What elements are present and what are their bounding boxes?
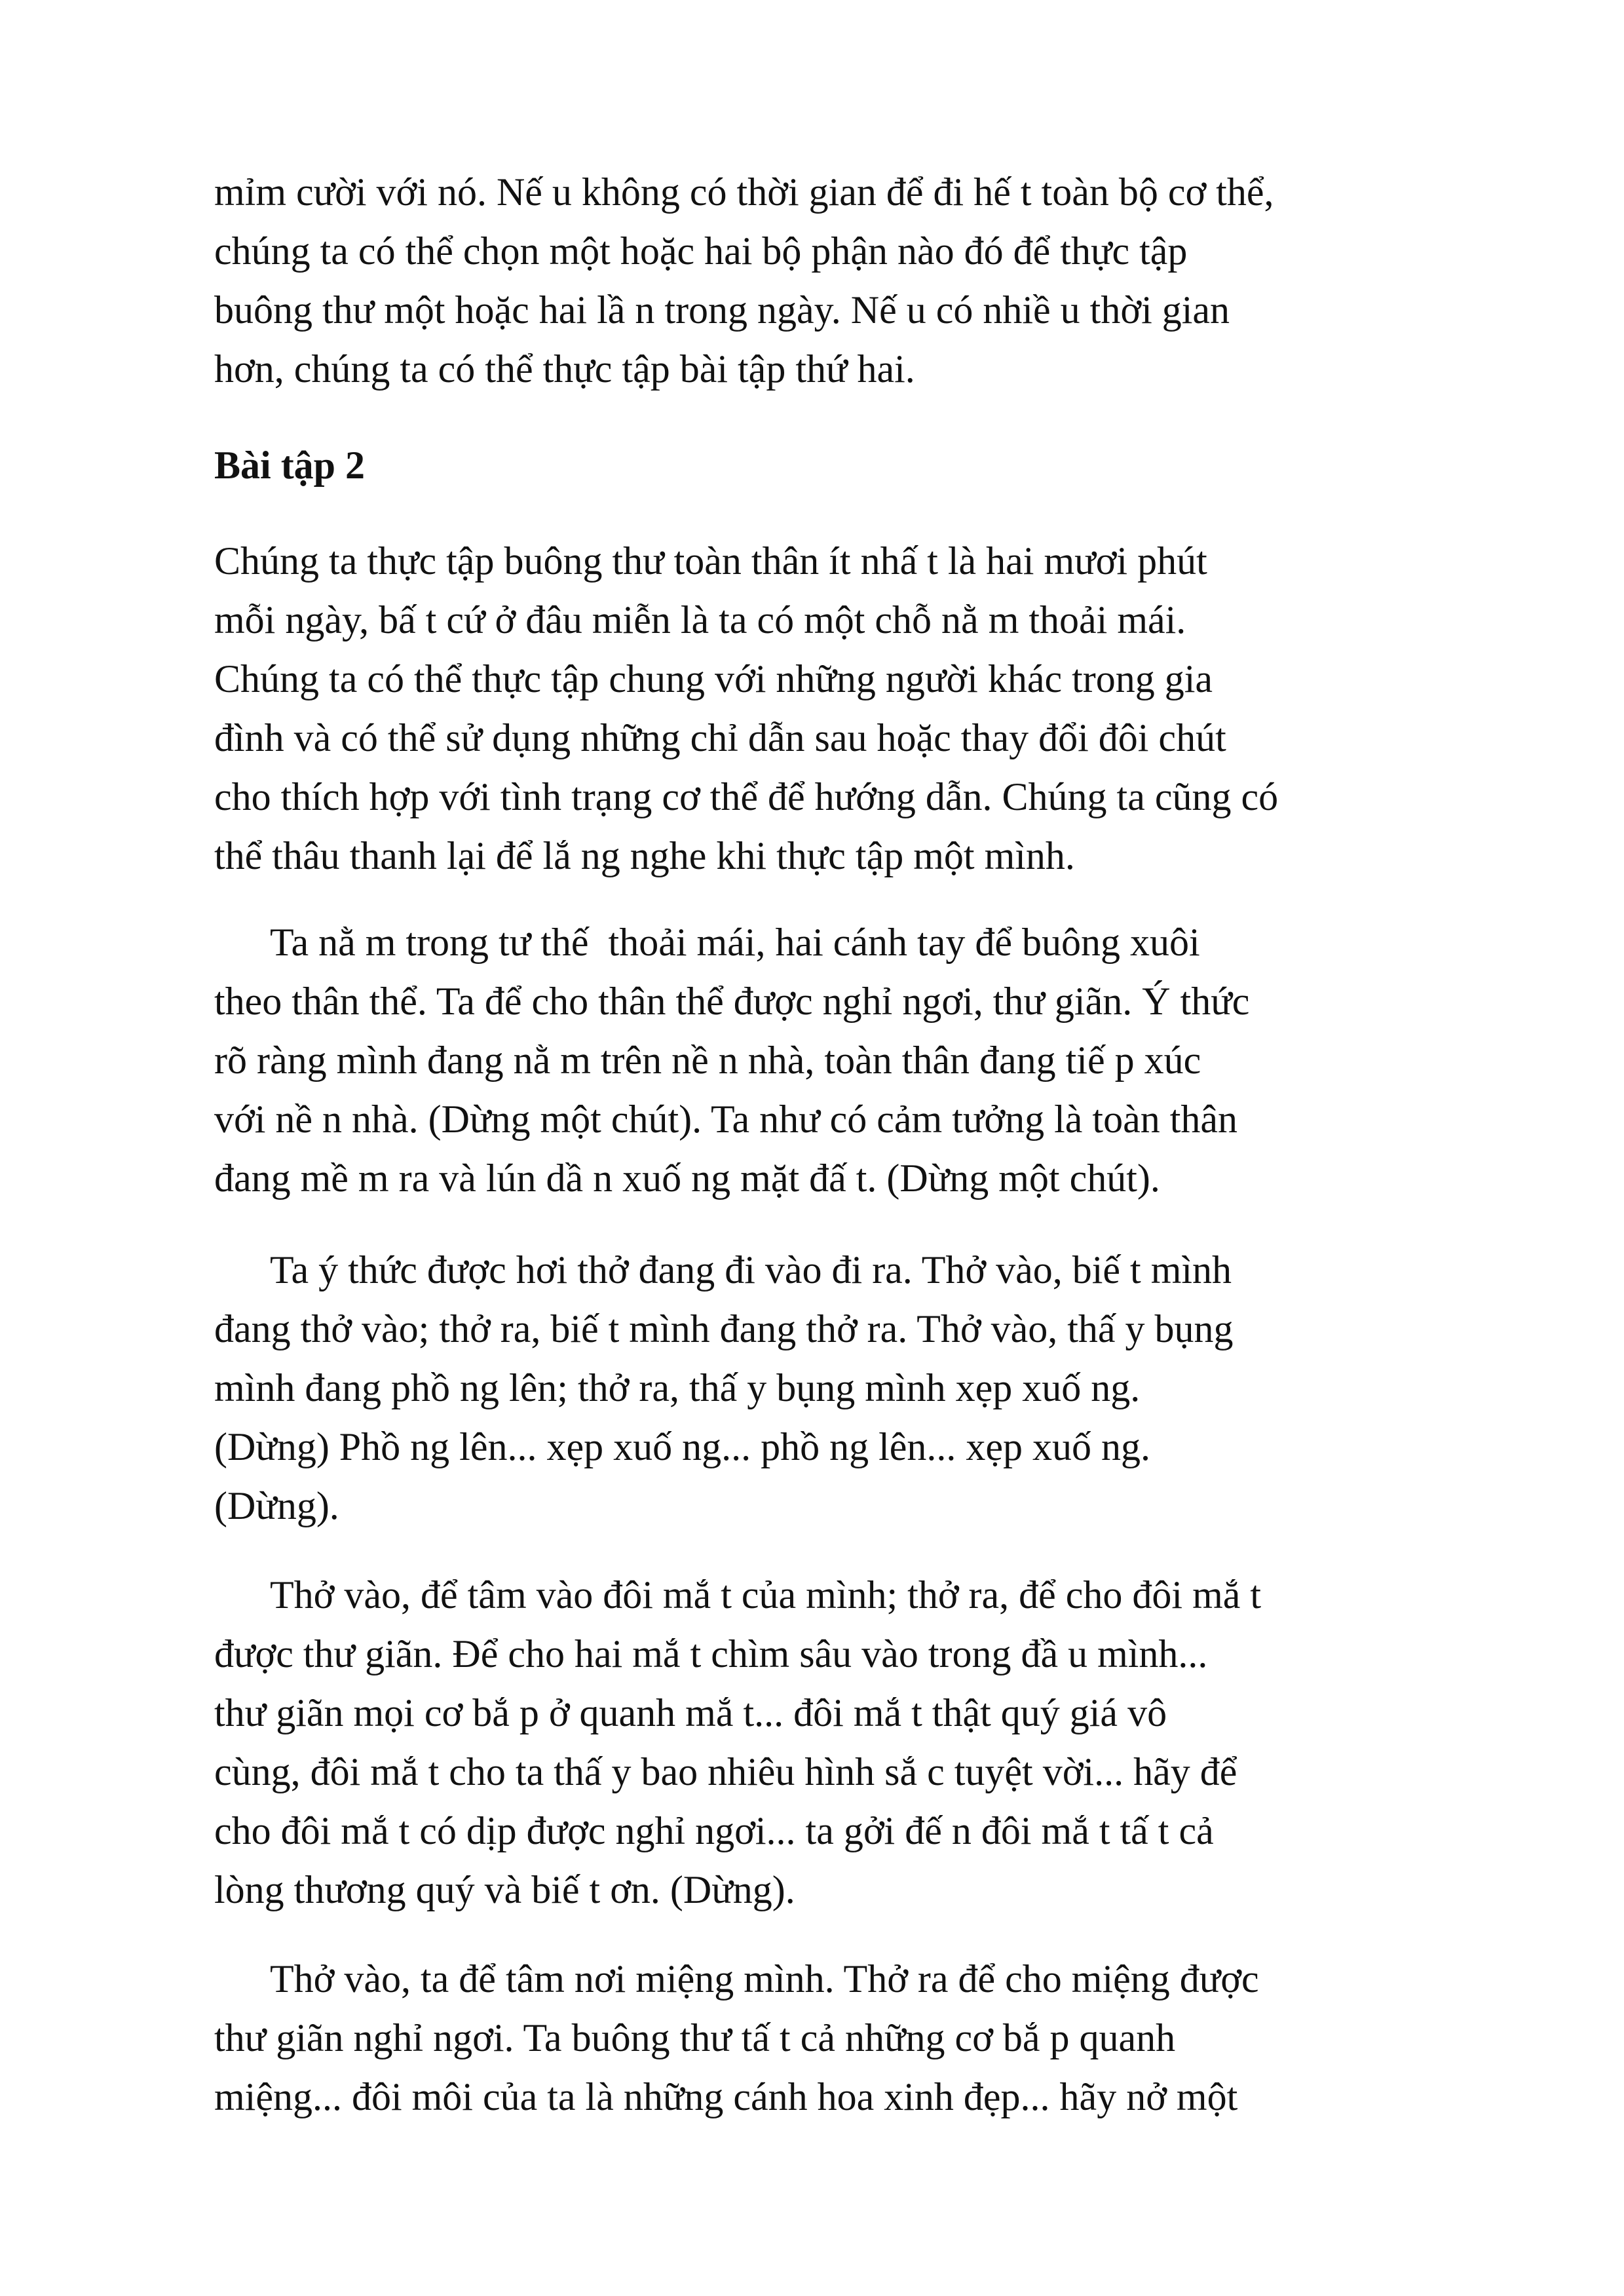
text-line: đình và có thể sử dụng những chỉ dẫn sau hoặc thay đổi đôi chút (214, 716, 1226, 759)
text-line: đang mề m ra và lún dầ n xuố ng mặt đấ t. (Dừng một chút). (214, 1157, 1160, 1200)
text-line: với nề n nhà. (Dừng một chút). Ta như có cảm tưởng là toàn thân (214, 1098, 1238, 1141)
text-line: Ta ý thức được hơi thở đang đi vào đi ra. Thở vào, biế t mình (270, 1248, 1232, 1292)
text-line: (Dừng) Phồ ng lên... xẹp xuố ng... phồ ng lên... xẹp xuố ng. (214, 1425, 1151, 1468)
paragraph-mouth (214, 1949, 1459, 2126)
text-line: theo thân thể. Ta để cho thân thể được nghỉ ngơi, thư giãn. Ý thức (214, 980, 1250, 1023)
text-line: thư giãn mọi cơ bắ p ở quanh mắ t... đôi mắ t thật quý giá vô (214, 1691, 1167, 1734)
text-line: cho thích hợp với tình trạng cơ thể để hướng dẫn. Chúng ta cũng có (214, 775, 1279, 818)
paragraph-lying-down (214, 913, 1459, 1208)
text-line: mỉm cười với nó. Nế u không có thời gian để đi hế t toàn bộ cơ thể, (214, 170, 1274, 214)
paragraph-intro (214, 531, 1459, 885)
text-line: Chúng ta có thể thực tập chung với những người khác trong gia (214, 657, 1213, 700)
text-line: cùng, đôi mắ t cho ta thấ y bao nhiêu hình sắ c tuyệt vời... hãy để (214, 1750, 1237, 1793)
text-line: được thư giãn. Để cho hai mắ t chìm sâu vào trong đầ u mình... (214, 1632, 1208, 1675)
paragraph-eyes (214, 1565, 1459, 1919)
text-line: cho đôi mắ t có dịp được nghỉ ngơi... ta gởi đế n đôi mắ t tấ t cả (214, 1809, 1214, 1852)
text-line: mình đang phồ ng lên; thở ra, thấ y bụng mình xẹp xuố ng. (214, 1366, 1141, 1409)
text-line: đang thở vào; thở ra, biế t mình đang thở ra. Thở vào, thấ y bụng (214, 1307, 1234, 1350)
text-line: Thở vào, để tâm vào đôi mắ t của mình; thở ra, để cho đôi mắ t (270, 1573, 1262, 1617)
paragraph-continuation (214, 163, 1459, 398)
text-line: rõ ràng mình đang nằ m trên nề n nhà, toàn thân đang tiế p xúc (214, 1039, 1201, 1082)
section-heading: Bài tập 2 (214, 444, 366, 487)
text-line: mỗi ngày, bấ t cứ ở đâu miễn là ta có một chỗ nằ m thoải mái. (214, 598, 1186, 641)
text-line: thể thâu thanh lại để lắ ng nghe khi thực tập một mình. (214, 834, 1075, 877)
text-line: lòng thương quý và biế t ơn. (Dừng). (214, 1868, 795, 1911)
text-line: Chúng ta thực tập buông thư toàn thân ít nhấ t là hai mươi phút (214, 539, 1207, 583)
text-line: miệng... đôi môi của ta là những cánh hoa xinh đẹp... hãy nở một (214, 2075, 1238, 2118)
text-line: chúng ta có thể chọn một hoặc hai bộ phận nào đó để thực tập (214, 229, 1188, 273)
text-line: (Dừng). (214, 1484, 339, 1527)
text-line: buông thư một hoặc hai lầ n trong ngày. Nế u có nhiề u thời gian (214, 288, 1230, 332)
text-line: hơn, chúng ta có thể thực tập bài tập thứ hai. (214, 347, 915, 391)
text-line: Thở vào, ta để tâm nơi miệng mình. Thở ra để cho miệng được (270, 1957, 1259, 2000)
text-line: thư giãn nghỉ ngơi. Ta buông thư tấ t cả những cơ bắ p quanh (214, 2016, 1176, 2059)
paragraph-breathing (214, 1240, 1459, 1535)
text-line: Ta nằ m trong tư thế thoải mái, hai cánh tay để buông xuôi (270, 921, 1200, 964)
